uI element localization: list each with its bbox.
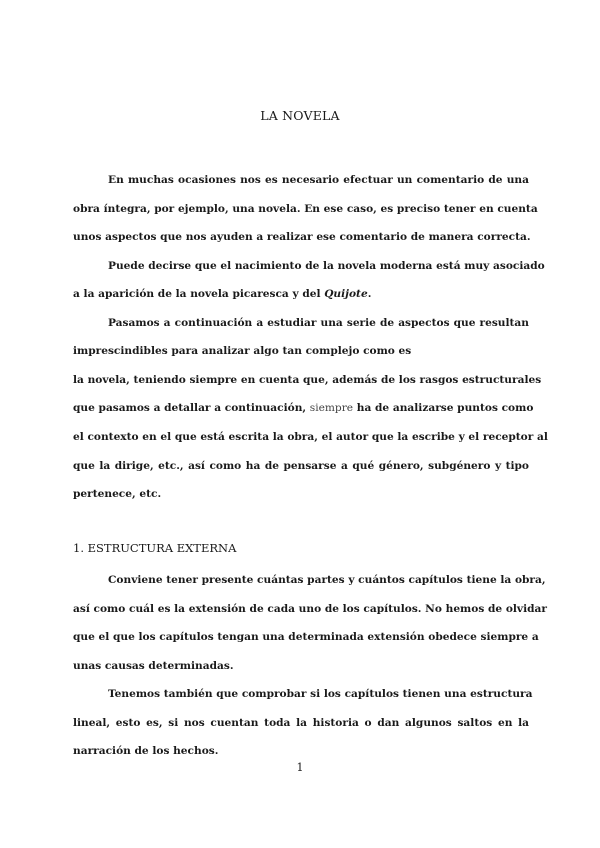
section-heading: 1. ESTRUCTURA EXTERNA — [73, 541, 237, 555]
section-1-paragraph-1-line-4: unas causas determinadas. — [73, 660, 234, 672]
paragraph-2-line-2-end: . — [367, 288, 372, 300]
paragraph-3-line-6: que la dirige, etc., así como ha de pensarse a qué género, subgénero y tipo — [73, 460, 529, 472]
paragraph-2-line-2-text: a la aparición de la novela picaresca y del — [73, 288, 325, 300]
paragraph-3-line-7: pertenece, etc. — [73, 488, 162, 500]
section-1-paragraph-1-line-3: que el que los capítulos tengan una determinada extensión obedece siempre a — [73, 631, 539, 643]
paragraph-1-line-1: En muchas ocasiones nos es necesario efectuar un comentario de una — [108, 174, 529, 186]
siempre-word: siempre — [309, 402, 354, 414]
section-1-paragraph-2-line-2: lineal, esto es, si nos cuentan toda la historia o dan algunos saltos en la — [73, 717, 529, 729]
paragraph-3-line-1: Pasamos a continuación a estudiar una serie de aspectos que resultan — [108, 317, 529, 329]
paragraph-3-line-4 — [73, 401, 534, 415]
section-1-paragraph-2-line-3: narración de los hechos. — [73, 745, 219, 757]
paragraph-3-line-4-text: que pasamos a detallar a continuación, — [73, 402, 310, 414]
paragraph-1-line-3: unos aspectos que nos ayuden a realizar ese comentario de manera correcta. — [73, 231, 531, 243]
paragraph-1-line-2: obra íntegra, por ejemplo, una novela. En ese caso, es preciso tener en cuenta — [73, 203, 538, 215]
paragraph-3-line-3: la novela, teniendo siempre en cuenta que, además de los rasgos estructurales — [73, 374, 542, 386]
paragraph-3-line-5: el contexto en el que está escrita la obra, el autor que la escribe y el receptor al — [73, 431, 548, 443]
section-1-paragraph-1-line-1: Conviene tener presente cuántas partes y cuántos capítulos tiene la obra, — [108, 574, 546, 586]
quijote-title: Quijote — [324, 288, 368, 300]
page-title: LA NOVELA — [260, 108, 340, 123]
section-1-paragraph-2-line-1: Tenemos también que comprobar si los capítulos tienen una estructura — [108, 688, 533, 700]
paragraph-2-line-2 — [73, 287, 529, 301]
paragraph-2-line-1: Puede decirse que el nacimiento de la novela moderna está muy asociado — [108, 260, 545, 272]
paragraph-3-line-4-end: ha de analizarse puntos como — [353, 402, 534, 414]
paragraph-3-line-2: imprescindibles para analizar algo tan complejo como es — [73, 345, 412, 357]
section-1-paragraph-1-line-2: así como cuál es la extensión de cada uno de los capítulos. No hemos de olvidar — [73, 603, 547, 615]
page-number: 1 — [296, 761, 304, 774]
